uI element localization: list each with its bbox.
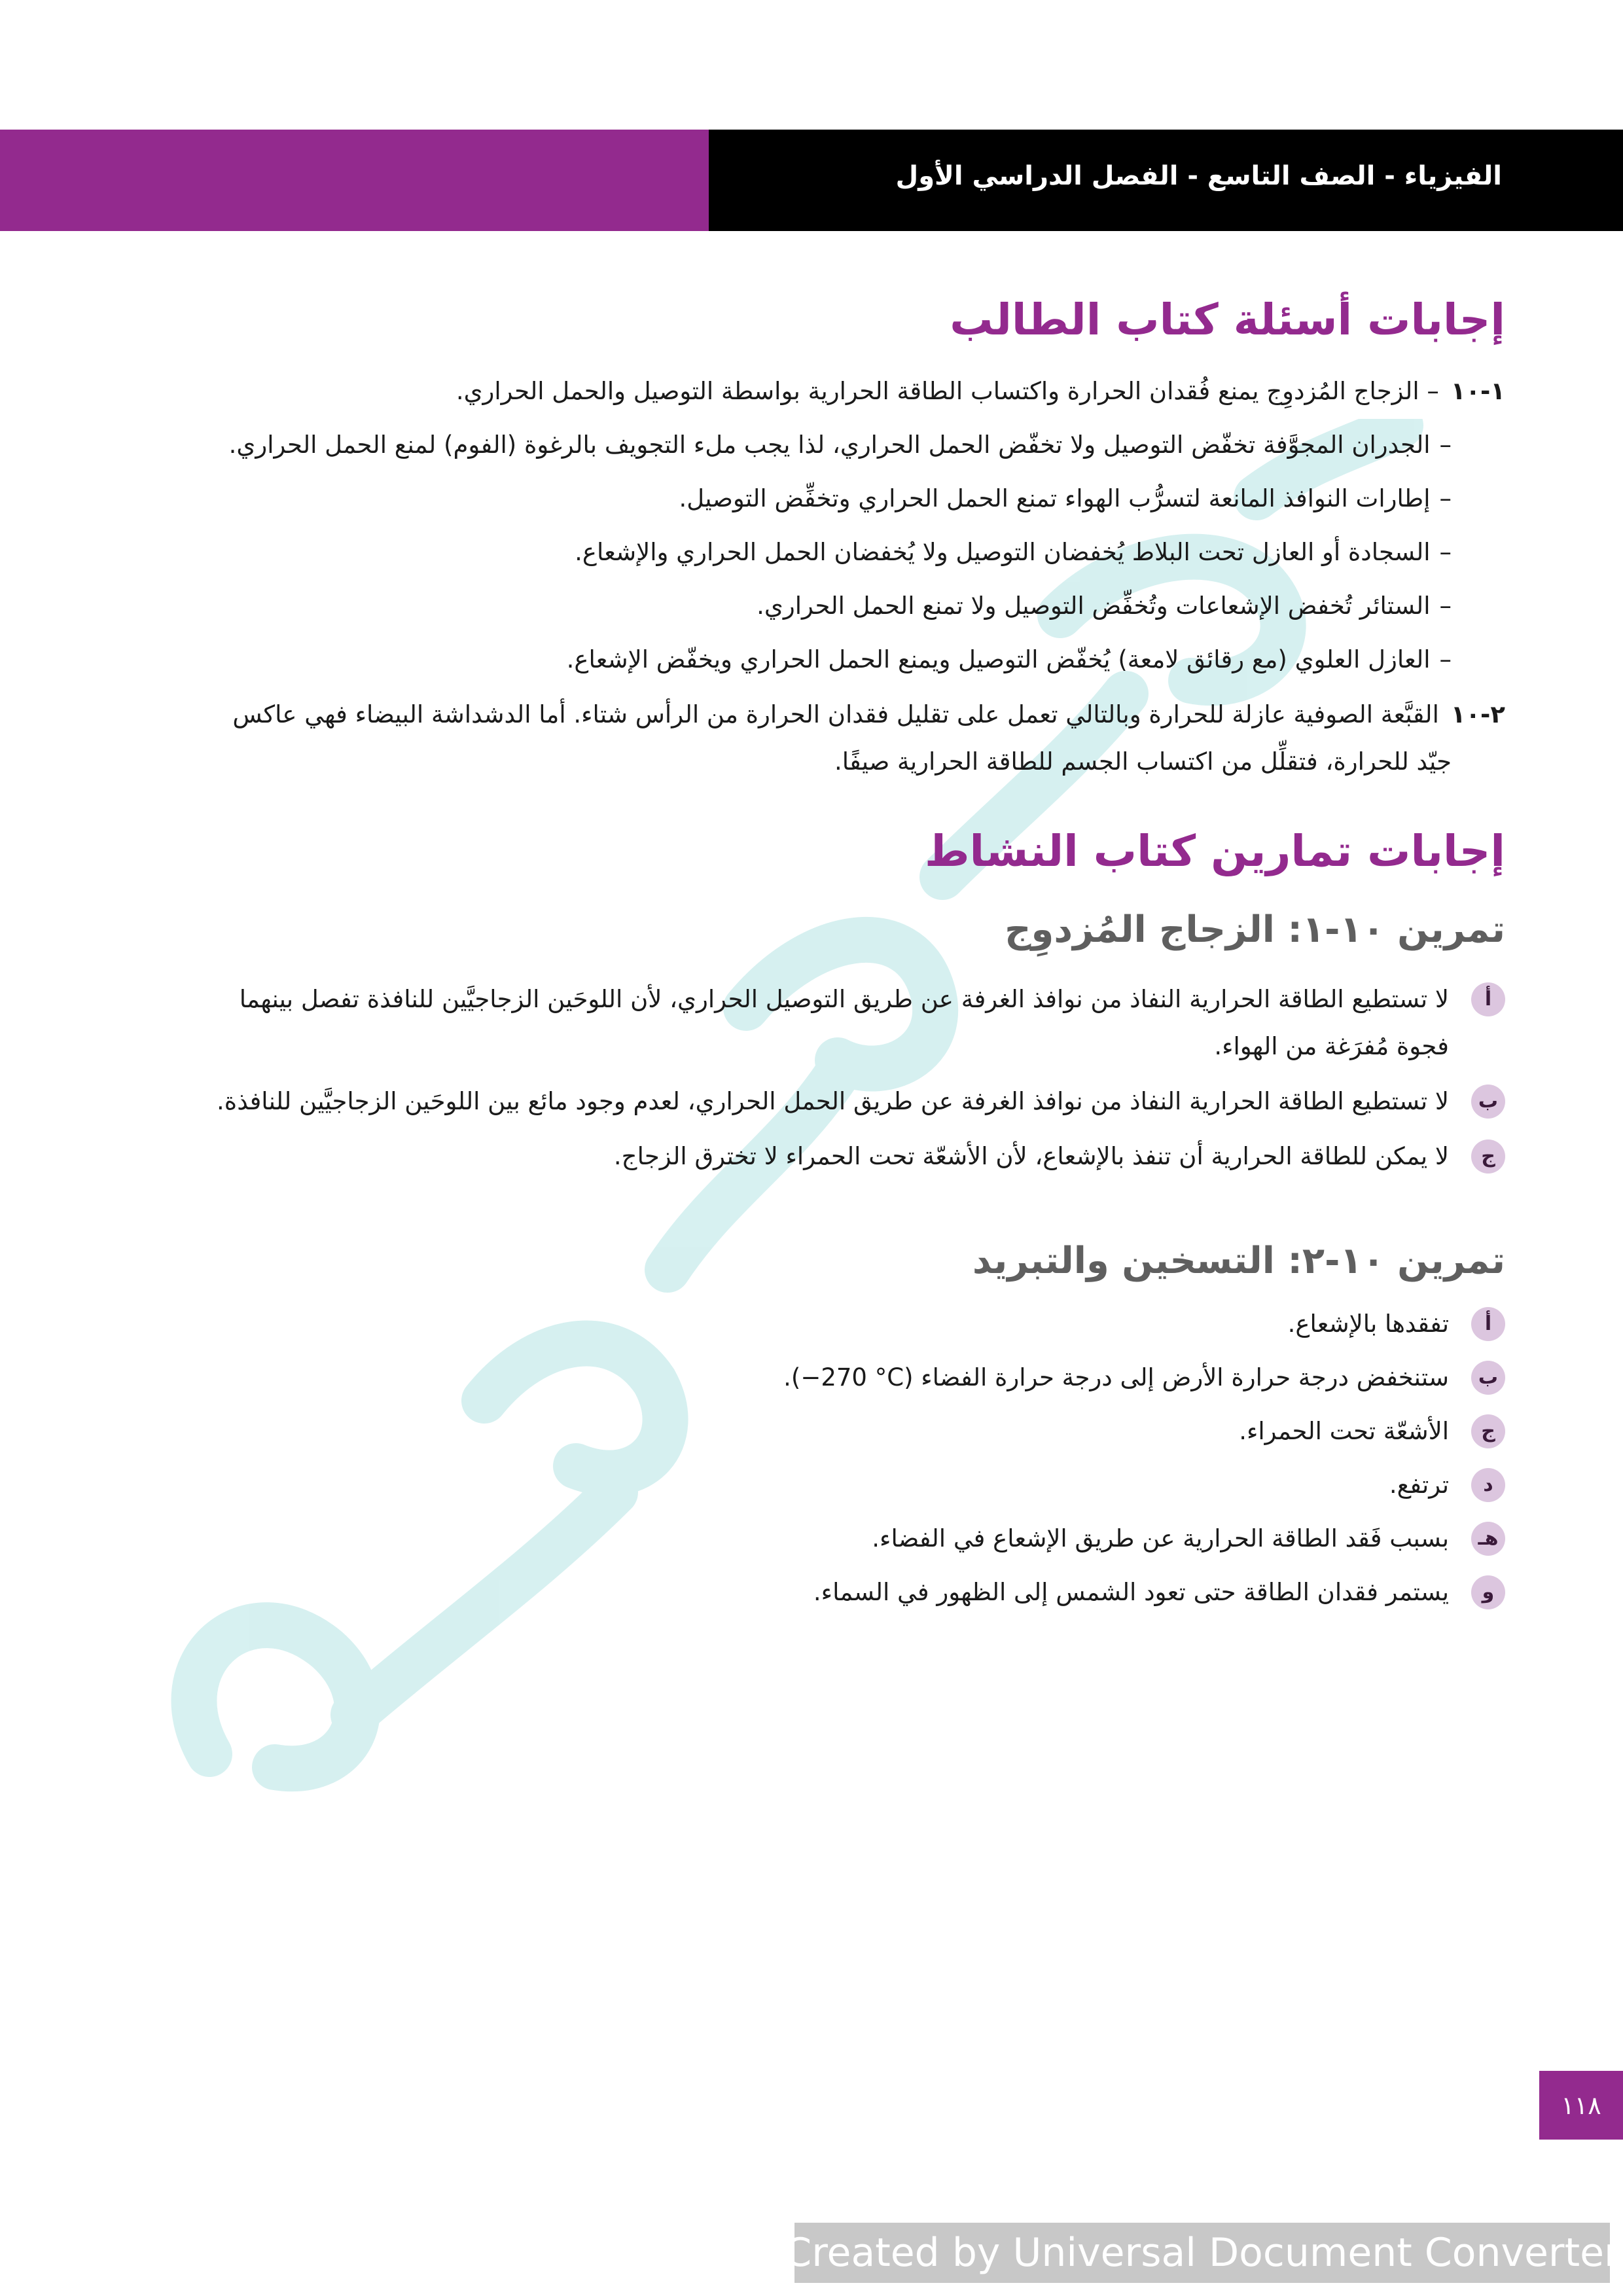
item-badge: ج bbox=[1471, 1139, 1505, 1174]
list-item bbox=[118, 1300, 1505, 1348]
footer-banner: Created by Universal Document Converter bbox=[794, 2223, 1610, 2283]
item-badge: د bbox=[1471, 1468, 1505, 1502]
item-text: لا تستطيع الطاقة الحرارية النفاذ من نوافذ الغرفة عن طريق الحمل الحراري، لعدم وجود مائع بين اللوحَين الزجاجيَّين للنافذة. bbox=[217, 1087, 1449, 1115]
list-item bbox=[118, 1078, 1505, 1125]
answer-text: القبَّعة الصوفية عازلة للحرارة وبالتالي تعمل على تقليل فقدان الحرارة من الرأس شتاء. أما الدشداشة البيضاء فهي عاكس bbox=[232, 700, 1439, 728]
exercise-2-title: تمرين ١٠-٢: التسخين والتبريد bbox=[972, 1240, 1505, 1282]
item-text: ستنخفض درجة حرارة الأرض إلى درجة حرارة الفضاء (‎−270 °C‎). bbox=[783, 1363, 1449, 1391]
question-number: ٢-١٠ bbox=[1450, 700, 1505, 728]
page-number: ١١٨ bbox=[1539, 2071, 1623, 2140]
header-title: الفيزياء - الصف التاسع - الفصل الدراسي الأول bbox=[895, 161, 1502, 191]
header-accent-bar bbox=[0, 130, 709, 231]
list-item bbox=[118, 1133, 1505, 1180]
item-badge: أ bbox=[1471, 1307, 1505, 1341]
answer-q2 bbox=[118, 691, 1505, 738]
answer-text: – الزجاج المُزدوِج يمنع فُقدان الحرارة واكتساب الطاقة الحرارية بواسطة التوصيل والحمل الحراري. bbox=[455, 377, 1439, 405]
answer-q2-continued: جيّد للحرارة، فتقلِّل من اكتساب الجسم للطاقة الحرارية صيفًا. bbox=[834, 747, 1452, 776]
list-item bbox=[118, 1408, 1505, 1455]
exercise-1 bbox=[118, 908, 1505, 1180]
header-bar bbox=[709, 130, 1623, 231]
section-title-activity: إجابات تمارين كتاب النشاط bbox=[924, 826, 1505, 876]
item-badge: ب bbox=[1471, 1361, 1505, 1395]
list-item: –الجدران المجوَّفة تخفّض التوصيل ولا تخفّض الحمل الحراري، لذا يجب ملء التجويف بالرغوة (الفوم) لمنع الحمل الحراري. bbox=[228, 431, 1452, 459]
list-item: –الستائر تُخفض الإشعاعات وتُخفِّض التوصيل ولا تمنع الحمل الحراري. bbox=[757, 592, 1452, 620]
item-badge: هـ bbox=[1471, 1522, 1505, 1556]
answer-q1-intro bbox=[118, 368, 1505, 415]
list-item bbox=[118, 1354, 1505, 1401]
item-text: تفقدها بالإشعاع. bbox=[1287, 1310, 1449, 1338]
list-item: –السجادة أو العازل تحت البلاط يُخفضان التوصيل ولا يُخفضان الحمل الحراري والإشعاع. bbox=[575, 538, 1452, 566]
list-item: –العازل العلوي (مع رقائق لامعة) يُخفّض التوصيل ويمنع الحمل الحراري ويخفّض الإشعاع. bbox=[566, 645, 1452, 673]
answer-q1 bbox=[118, 368, 1505, 785]
bullet-text: السجادة أو العازل تحت البلاط يُخفضان التوصيل ولا يُخفضان الحمل الحراري والإشعاع. bbox=[575, 538, 1431, 566]
item-text: ترتفع. bbox=[1389, 1471, 1449, 1499]
item-text-continued: فجوة مُفرَغة من الهواء. bbox=[1214, 1032, 1449, 1060]
list-item bbox=[118, 1515, 1505, 1562]
bullet-text: الستائر تُخفض الإشعاعات وتُخفِّض التوصيل ولا تمنع الحمل الحراري. bbox=[757, 592, 1431, 620]
item-text: يستمر فقدان الطاقة حتى تعود الشمس إلى الظهور في السماء. bbox=[813, 1578, 1449, 1606]
exercise-1-title: تمرين ١٠-١: الزجاج المُزدوِج bbox=[1005, 908, 1505, 951]
activity-answers-section bbox=[118, 826, 1505, 876]
section-title-student: إجابات أسئلة كتاب الطالب bbox=[950, 295, 1505, 345]
bullet-text: الجدران المجوَّفة تخفّض التوصيل ولا تخفّض الحمل الحراري، لذا يجب ملء التجويف بالرغوة (الفوم) لمنع الحمل الحراري. bbox=[228, 431, 1431, 459]
item-text: بسبب فَقد الطاقة الحرارية عن طريق الإشعاع في الفضاء. bbox=[872, 1524, 1449, 1552]
item-badge: أ bbox=[1471, 982, 1505, 1016]
list-item: –إطارات النوافذ المانعة لتسرُّب الهواء تمنع الحمل الحراري وتخفِّض التوصيل. bbox=[679, 484, 1452, 512]
list-item bbox=[118, 976, 1505, 1070]
item-text: لا تستطيع الطاقة الحرارية النفاذ من نوافذ الغرفة عن طريق التوصيل الحراري، لأن اللوحَين الزجاجيَّين للنافذة تفصل بينهما bbox=[239, 985, 1449, 1013]
exercise-2 bbox=[118, 1240, 1505, 1616]
list-item bbox=[118, 1462, 1505, 1509]
student-answers-section bbox=[118, 295, 1505, 345]
item-badge: ب bbox=[1471, 1085, 1505, 1119]
list-item bbox=[118, 1569, 1505, 1616]
item-badge: ج bbox=[1471, 1414, 1505, 1448]
item-text: الأشعّة تحت الحمراء. bbox=[1239, 1417, 1449, 1445]
question-number: ١-١٠ bbox=[1450, 377, 1505, 405]
item-badge: و bbox=[1471, 1575, 1505, 1609]
item-text: لا يمكن للطاقة الحرارية أن تنفذ بالإشعاع، لأن الأشعّة تحت الحمراء لا تخترق الزجاج. bbox=[613, 1142, 1449, 1170]
bullet-text: إطارات النوافذ المانعة لتسرُّب الهواء تمنع الحمل الحراري وتخفِّض التوصيل. bbox=[679, 484, 1431, 512]
bullet-text: العازل العلوي (مع رقائق لامعة) يُخفّض التوصيل ويمنع الحمل الحراري ويخفّض الإشعاع. bbox=[566, 645, 1431, 673]
